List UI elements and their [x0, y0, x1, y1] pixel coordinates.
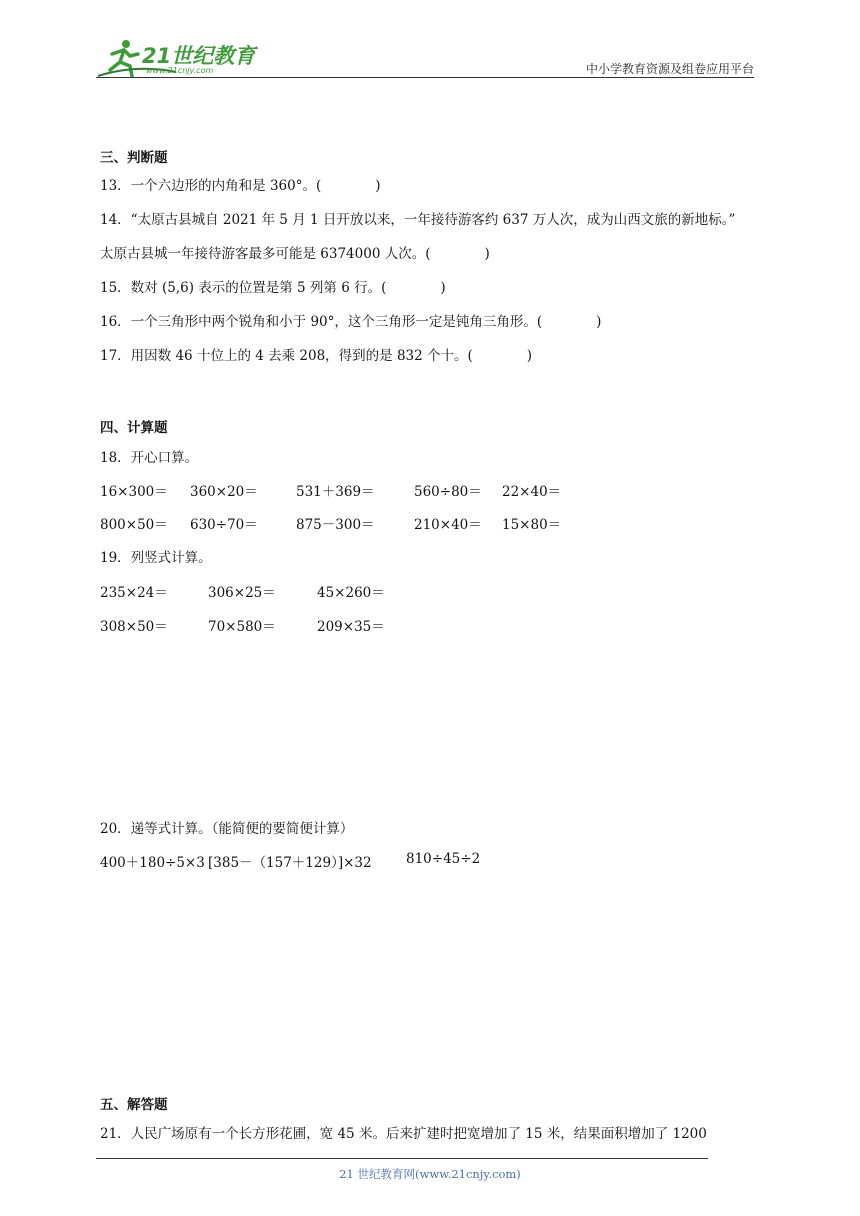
footer-link[interactable]: 21 世纪教育网(www.21cnjy.com)	[339, 1167, 521, 1181]
vertical-item: 45×260＝	[317, 585, 385, 601]
oral-item: 16×300＝	[100, 484, 168, 500]
header-tagline: 中小学教育资源及组卷应用平台	[585, 62, 754, 76]
oral-item: 800×50＝	[100, 517, 168, 533]
step-item: 810÷45÷2	[406, 851, 481, 867]
step-item: [385－（157＋129）]×32	[208, 855, 372, 871]
oral-item: 360×20＝	[190, 484, 258, 500]
oral-item: 531＋369＝	[296, 484, 375, 500]
oral-item: 560÷80＝	[414, 484, 482, 500]
section-title-calculation: 四、计算题	[100, 420, 168, 436]
question-14-line2: 太原古县城一年接待游客最多可能是 6374000 人次。( )	[100, 246, 490, 262]
oral-item: 875－300＝	[296, 517, 375, 533]
vertical-item: 308×50＝	[100, 619, 168, 635]
question-17: 17．用因数 46 十位上的 4 去乘 208，得到的是 832 个十。( )	[100, 348, 533, 364]
header-divider	[96, 77, 754, 78]
question-15: 15．数对 (5,6) 表示的位置是第 5 列第 6 行。( )	[100, 280, 446, 296]
oral-item: 22×40＝	[502, 484, 562, 500]
question-16: 16．一个三角形中两个锐角和小于 90°，这个三角形一定是钝角三角形。( )	[100, 314, 602, 330]
section-title-word-problems: 五、解答题	[100, 1097, 168, 1113]
logo-url: www.21cnjy.com	[146, 66, 214, 75]
vertical-item: 235×24＝	[100, 585, 168, 601]
oral-item: 15×80＝	[502, 517, 562, 533]
vertical-item: 209×35＝	[317, 619, 385, 635]
question-21: 21．人民广场原有一个长方形花圃，宽 45 米。后来扩建时把宽增加了 15 米，结果面积增加了 1200	[100, 1126, 707, 1142]
footer-divider	[96, 1158, 708, 1159]
question-20: 20．递等式计算。（能简便的要简便计算）	[100, 821, 354, 837]
oral-item: 210×40＝	[414, 517, 482, 533]
oral-item: 630÷70＝	[190, 517, 258, 533]
section-title-judgement: 三、判断题	[100, 150, 168, 166]
vertical-item: 306×25＝	[208, 585, 276, 601]
question-18: 18．开心口算。	[100, 450, 199, 466]
question-19: 19．列竖式计算。	[100, 550, 212, 566]
site-logo	[96, 36, 266, 80]
step-item: 400＋180÷5×3	[100, 855, 205, 871]
question-13: 13．一个六边形的内角和是 360°。( )	[100, 178, 381, 194]
logo-text: 21世纪教育	[142, 44, 256, 68]
question-14-line1: 14．“太原古县城自 2021 年 5 月 1 日开放以来，一年接待游客约 637 万人次，成为山西文旅的新地标。”	[100, 212, 736, 228]
vertical-item: 70×580＝	[208, 619, 276, 635]
